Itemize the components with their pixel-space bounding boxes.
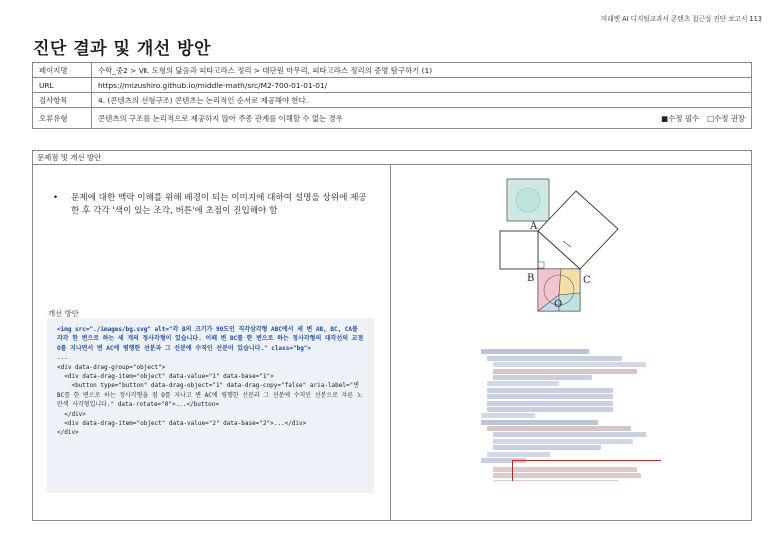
table-row xyxy=(33,93,752,108)
fix-recommended-check: □수정 권장 xyxy=(707,113,745,123)
url-value: https://mizushiro.github.io/middle-math/src/M2-700-01-01-01/ xyxy=(92,78,752,93)
check-item-label: 검사항목 xyxy=(33,93,92,108)
url-label: URL xyxy=(33,78,92,93)
highlighted-img-element xyxy=(512,460,661,481)
teal-circle xyxy=(516,188,540,212)
page-title: 진단 결과 및 개선 방안 xyxy=(33,39,211,59)
bullet-icon: • xyxy=(53,193,59,203)
yellow-piece xyxy=(559,269,580,295)
label-c: C xyxy=(583,275,591,286)
section-header: 문제점 및 개선 방안 xyxy=(33,151,751,165)
error-type-cell xyxy=(92,108,752,129)
column-divider xyxy=(390,165,391,520)
problem-improvement-section xyxy=(32,150,752,521)
error-type-label: 오류유형 xyxy=(33,108,92,129)
pythagoras-diagram xyxy=(493,171,653,336)
table-row xyxy=(33,108,752,129)
info-table xyxy=(32,62,752,129)
check-item-value: 4. (콘텐츠의 선형구조) 콘텐츠는 논리적인 순서로 제공해야 한다. xyxy=(92,93,752,108)
fix-required-check: ■수정 필수 xyxy=(661,113,700,123)
devtools-screenshot xyxy=(481,348,661,481)
code-sample xyxy=(47,318,374,493)
improvement-label: 개선 방안 xyxy=(48,309,79,318)
section-body xyxy=(33,165,751,520)
code-rest: ... <div data-drag-group="object"> <div data-drag-item="object" data-value="1" data-base="1"> <button type="button" data-drag-object="1" data-drag-copy="false" aria-label="변 BC를 한 변으로 하는 정사각형을 점 O를 지나고 변 AC에 평행한 선분과 그 선분에 수직인 선분으로 자른 노란색 사각형입니다." data-rotate="0">...</button> </div> <div data-drag-item="object" data-value="2" data-base="2">...</div> </div> xyxy=(57,354,363,437)
label-b: B xyxy=(527,273,535,284)
problem-text: 문제에 대한 맥락 이해를 위해 배경이 되는 이미지에 대하여 설명을 상위에 제공한 후 각각 '색이 있는 조각, 버튼'에 초점이 진입해야 함 xyxy=(71,193,367,216)
error-type-value: 콘텐츠의 구조를 논리적으로 제공하지 않아 주종 관계를 이해할 수 없는 경우 xyxy=(98,113,343,123)
table-row xyxy=(33,78,752,93)
label-o: O xyxy=(554,299,563,310)
problem-description xyxy=(53,192,373,218)
square-on-ab xyxy=(500,231,538,269)
page-name-label: 페이지명 xyxy=(33,63,92,78)
page-name-value: 수학_중2 > Ⅶ. 도형의 닮음과 피타고라스 정리 > 대단원 마무리, 피타고라스 정리의 증명 탐구하기 (1) xyxy=(92,63,752,78)
label-a: A xyxy=(530,221,538,232)
code-highlight: <img src="./images/bg.svg" alt="각 B의 크기가 90도인 직각삼각형 ABC에서 세 변 AB, BC, CA를 각각 한 변으로 하는 세 개의 정사각형이 있습니다. 이때 변 BC를 한 변으로 하는 정사각형의 대각선의 교점 O를 지나면서 변 AC에 평행한 선분과 그 선분에 수직인 선분이 있습니다." class="bg"> xyxy=(57,326,367,352)
table-row xyxy=(33,63,752,78)
report-header-note: 미래엔 AI 디지털교과서 콘텐츠 접근성 진단 보고서 113 xyxy=(600,15,762,23)
